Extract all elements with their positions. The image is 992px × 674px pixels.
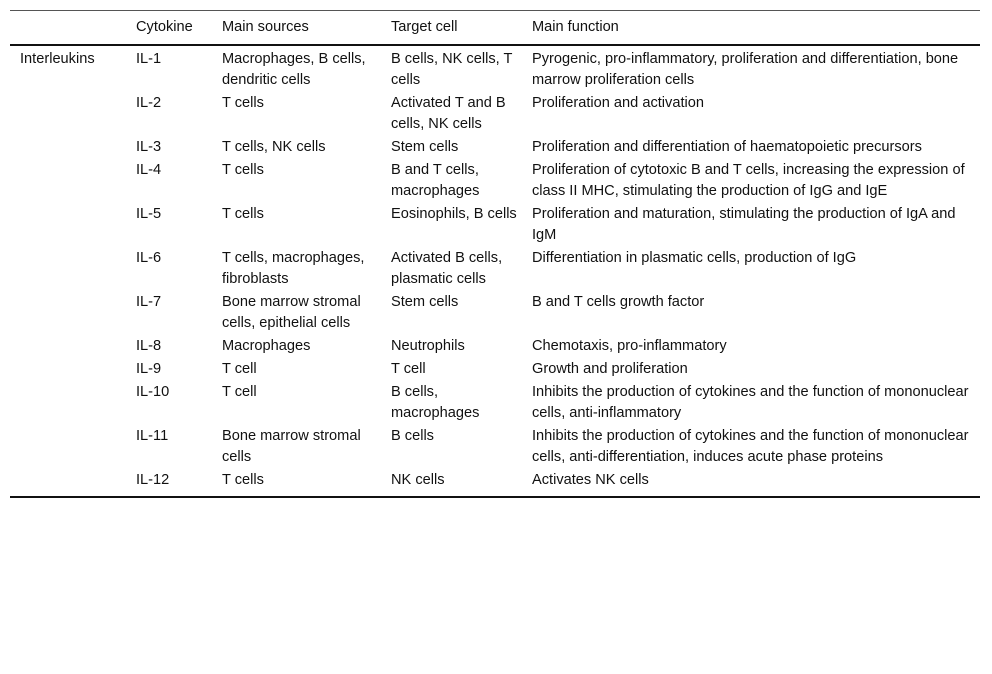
table-row [10,380,980,424]
cell-main-sources: T cells, NK cells [222,139,326,155]
group-cell-empty [10,357,136,380]
header-main-sources: Main sources [222,19,309,35]
cell-main-sources: T cells [222,206,264,222]
cell-main-sources: T cells, macrophages, fibroblasts [222,250,365,287]
cell-main-function: Proliferation and activation [532,95,704,111]
cell-main-sources: T cell [222,384,257,400]
cell-target-cell: Activated B cells, plasmatic cells [391,250,503,287]
cell-main-function: Proliferation and maturation, stimulating the production of IgA and IgM [532,206,956,243]
group-cell-empty [10,334,136,357]
cell-target-cell: NK cells [391,472,445,488]
group-label: Interleukins [20,51,95,67]
cell-target-cell: Eosinophils, B cells [391,206,517,222]
group-cell-empty [10,246,136,290]
cell-main-sources: Bone marrow stromal cells [222,428,361,465]
cell-cytokine: IL-9 [136,361,162,377]
cell-main-function: Proliferation and differentiation of haematopoietic precursors [532,139,922,155]
group-cell-empty [10,135,136,158]
cell-main-function: Inhibits the production of cytokines and the function of mononuclear cells, anti-inflammatory [532,384,969,421]
table-row [10,91,980,135]
cell-cytokine: IL-1 [136,51,162,67]
cell-target-cell: T cell [391,361,426,377]
table-row [10,468,980,497]
cell-main-function: Chemotaxis, pro-inflammatory [532,338,727,354]
cell-cytokine: IL-12 [136,472,170,488]
header-group [10,11,136,46]
cell-main-sources: Macrophages, B cells, dendritic cells [222,51,366,88]
cell-main-sources: T cells [222,472,264,488]
cell-main-function: Differentiation in plasmatic cells, production of IgG [532,250,857,266]
group-cell-empty [10,158,136,202]
cell-main-sources: Bone marrow stromal cells, epithelial cells [222,294,361,331]
cell-main-function: Growth and proliferation [532,361,688,377]
group-cell-empty [10,380,136,424]
group-cell-empty [10,290,136,334]
cell-cytokine: IL-6 [136,250,162,266]
cell-target-cell: B and T cells, macrophages [391,162,480,199]
header-row [10,11,980,46]
cell-main-function: B and T cells growth factor [532,294,705,310]
cell-target-cell: B cells [391,428,434,444]
table-row [10,135,980,158]
cell-cytokine: IL-4 [136,162,162,178]
cell-cytokine: IL-5 [136,206,162,222]
group-cell-empty [10,91,136,135]
cell-main-sources: T cells [222,162,264,178]
cytokine-table [10,10,980,498]
table-row [10,334,980,357]
cell-cytokine: IL-8 [136,338,162,354]
cell-target-cell: B cells, macrophages [391,384,480,421]
header-main-function: Main function [532,19,619,35]
cell-cytokine: IL-11 [136,428,169,444]
header-cytokine: Cytokine [136,19,193,35]
cell-cytokine: IL-3 [136,139,162,155]
cell-cytokine: IL-7 [136,294,162,310]
table-body [10,45,980,497]
cell-main-function: Inhibits the production of cytokines and the function of mononuclear cells, anti-differentiation, induces acute phase proteins [532,428,969,465]
table-row [10,290,980,334]
cell-main-sources: Macrophages [222,338,311,354]
table-container [10,10,980,498]
table-row [10,357,980,380]
group-cell-empty [10,424,136,468]
cell-main-function: Proliferation of cytotoxic B and T cells, increasing the expression of class II MHC, stimulating the production of IgG and IgE [532,162,965,199]
header-target-cell: Target cell [391,19,458,35]
table-header [10,11,980,46]
cell-main-sources: T cell [222,361,257,377]
group-cell-empty [10,468,136,497]
cell-cytokine: IL-2 [136,95,162,111]
table-row [10,158,980,202]
cell-target-cell: Stem cells [391,139,459,155]
table-row [10,45,980,91]
table-row [10,424,980,468]
cell-target-cell: Neutrophils [391,338,465,354]
cell-target-cell: B cells, NK cells, T cells [391,51,513,88]
group-cell-empty [10,202,136,246]
cell-cytokine: IL-10 [136,384,170,400]
cell-target-cell: Stem cells [391,294,459,310]
cell-target-cell: Activated T and B cells, NK cells [391,95,506,132]
cell-main-function: Activates NK cells [532,472,649,488]
cell-main-function: Pyrogenic, pro-inflammatory, proliferation and differentiation, bone marrow proliferation cells [532,51,959,88]
table-row [10,202,980,246]
cell-main-sources: T cells [222,95,264,111]
table-row [10,246,980,290]
